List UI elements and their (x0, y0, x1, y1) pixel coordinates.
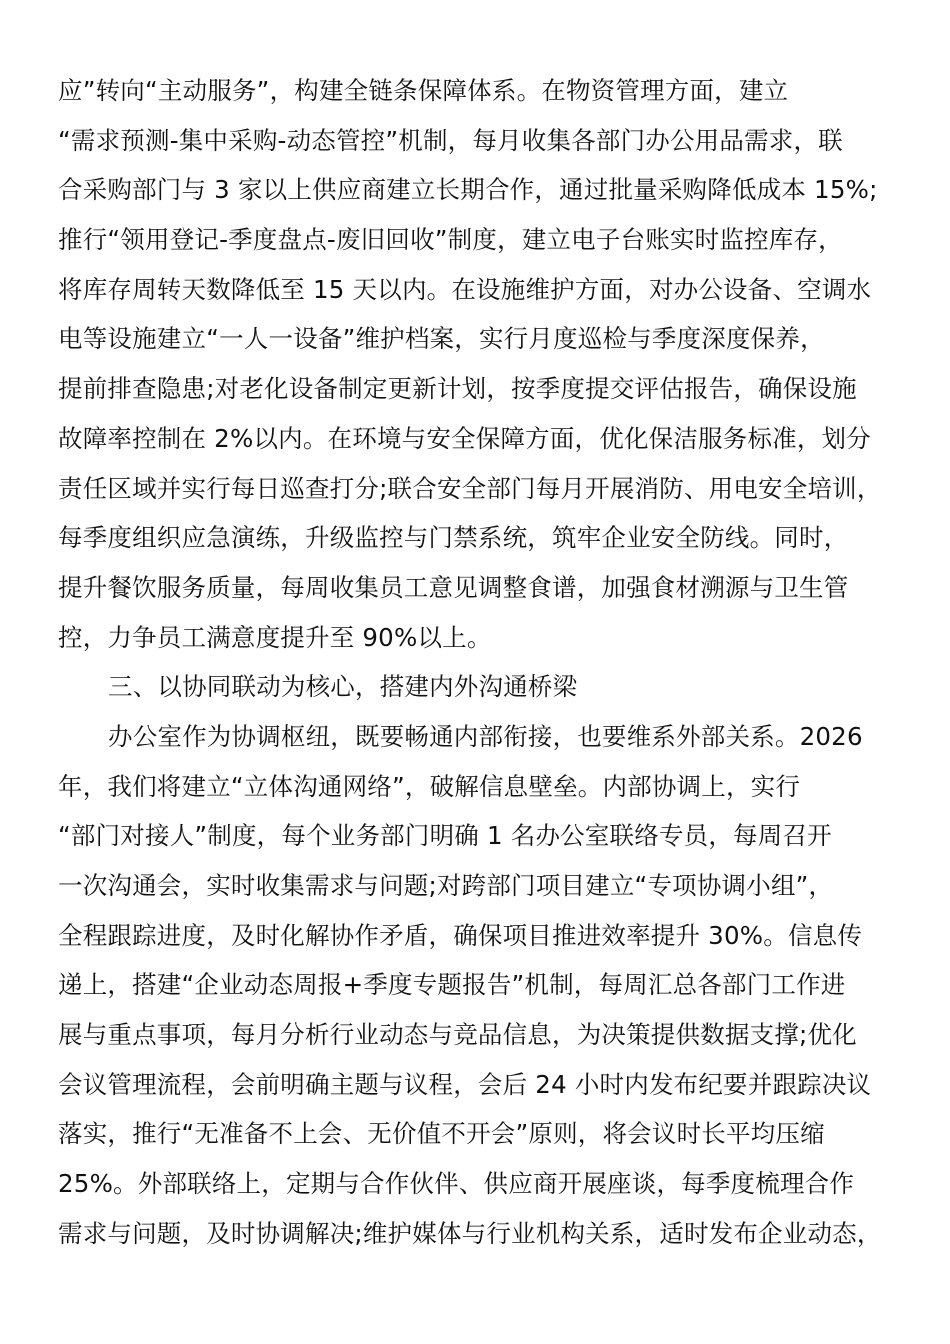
text-line: “部门对接人”制度，每个业务部门明确 1 名办公室联络专员，每周召开 (58, 821, 832, 851)
text-line: 递上，搭建“企业动态周报+季度专题报告”机制，每周汇总各部门工作进 (58, 970, 846, 1000)
text-line: 年，我们将建立“立体沟通网络”，破解信息壁垒。内部协调上，实行 (58, 771, 801, 801)
text-line: 将库存周转天数降低至 15 天以内。在设施维护方面，对办公设备、空调水 (58, 274, 872, 304)
text-line: 会议管理流程，会前明确主题与议程，会后 24 小时内发布纪要并跟踪决议 (58, 1069, 872, 1099)
text-line: 责任区域并实行每日巡查打分;联合安全部门每月开展消防、用电安全培训， (58, 473, 882, 503)
text-line: 电等设施建立“一人一设备”维护档案，实行月度巡检与季度深度保养， (58, 324, 825, 354)
text-line: 25%。外部联络上，定期与合作伙伴、供应商开展座谈，每季度梳理合作 (58, 1169, 855, 1199)
text-line: 一次沟通会，实时收集需求与问题;对跨部门项目建立“专项协调小组”， (58, 871, 834, 900)
text-line: 提升餐饮服务质量，每周收集员工意见调整食谱，加强食材溯源与卫生管 (58, 572, 849, 602)
text-line: 全程跟踪进度，及时化解协作矛盾，确保项目推进效率提升 30%。信息传 (58, 920, 863, 950)
document-page (58, 66, 910, 1259)
paragraph-first-line: 办公室作为协调枢纽，既要畅通内部衔接，也要维系外部关系。2026 (108, 721, 863, 751)
text-line: 应”转向“主动服务”，构建全链条保障体系。在物资管理方面，建立 (58, 76, 789, 105)
text-line: 每季度组织应急演练，升级监控与门禁系统，筑牢企业安全防线。同时， (58, 523, 849, 553)
text-line: “需求预测-集中采购-动态管控”机制，每月收集各部门办公用品需求，联 (58, 125, 843, 155)
text-line: 提前排查隐患;对老化设备制定更新计划，按季度提交评估报告，确保设施 (58, 374, 857, 404)
text-line: 展与重点事项，每月分析行业动态与竞品信息，为决策提供数据支撑;优化 (58, 1020, 857, 1050)
section-heading: 三、以协同联动为核心，搭建内外沟通桥梁 (108, 672, 578, 702)
text-line: 推行“领用登记-季度盘点-废旧回收”制度，建立电子台账实时监控库存， (58, 225, 843, 255)
text-line: 需求与问题，及时协调解决;维护媒体与行业机构关系，适时发布企业动态， (58, 1218, 882, 1248)
text-line: 故障率控制在 2%以内。在环境与安全保障方面，优化保洁服务标准，划分 (58, 423, 871, 453)
text-line: 合采购部门与 3 家以上供应商建立长期合作，通过批量采购降低成本 15%; (58, 175, 878, 205)
text-line: 落实，推行“无准备不上会、无价值不开会”原则，将会议时长平均压缩 (58, 1119, 825, 1149)
text-line: 控，力争员工满意度提升至 90%以上。 (58, 622, 492, 652)
